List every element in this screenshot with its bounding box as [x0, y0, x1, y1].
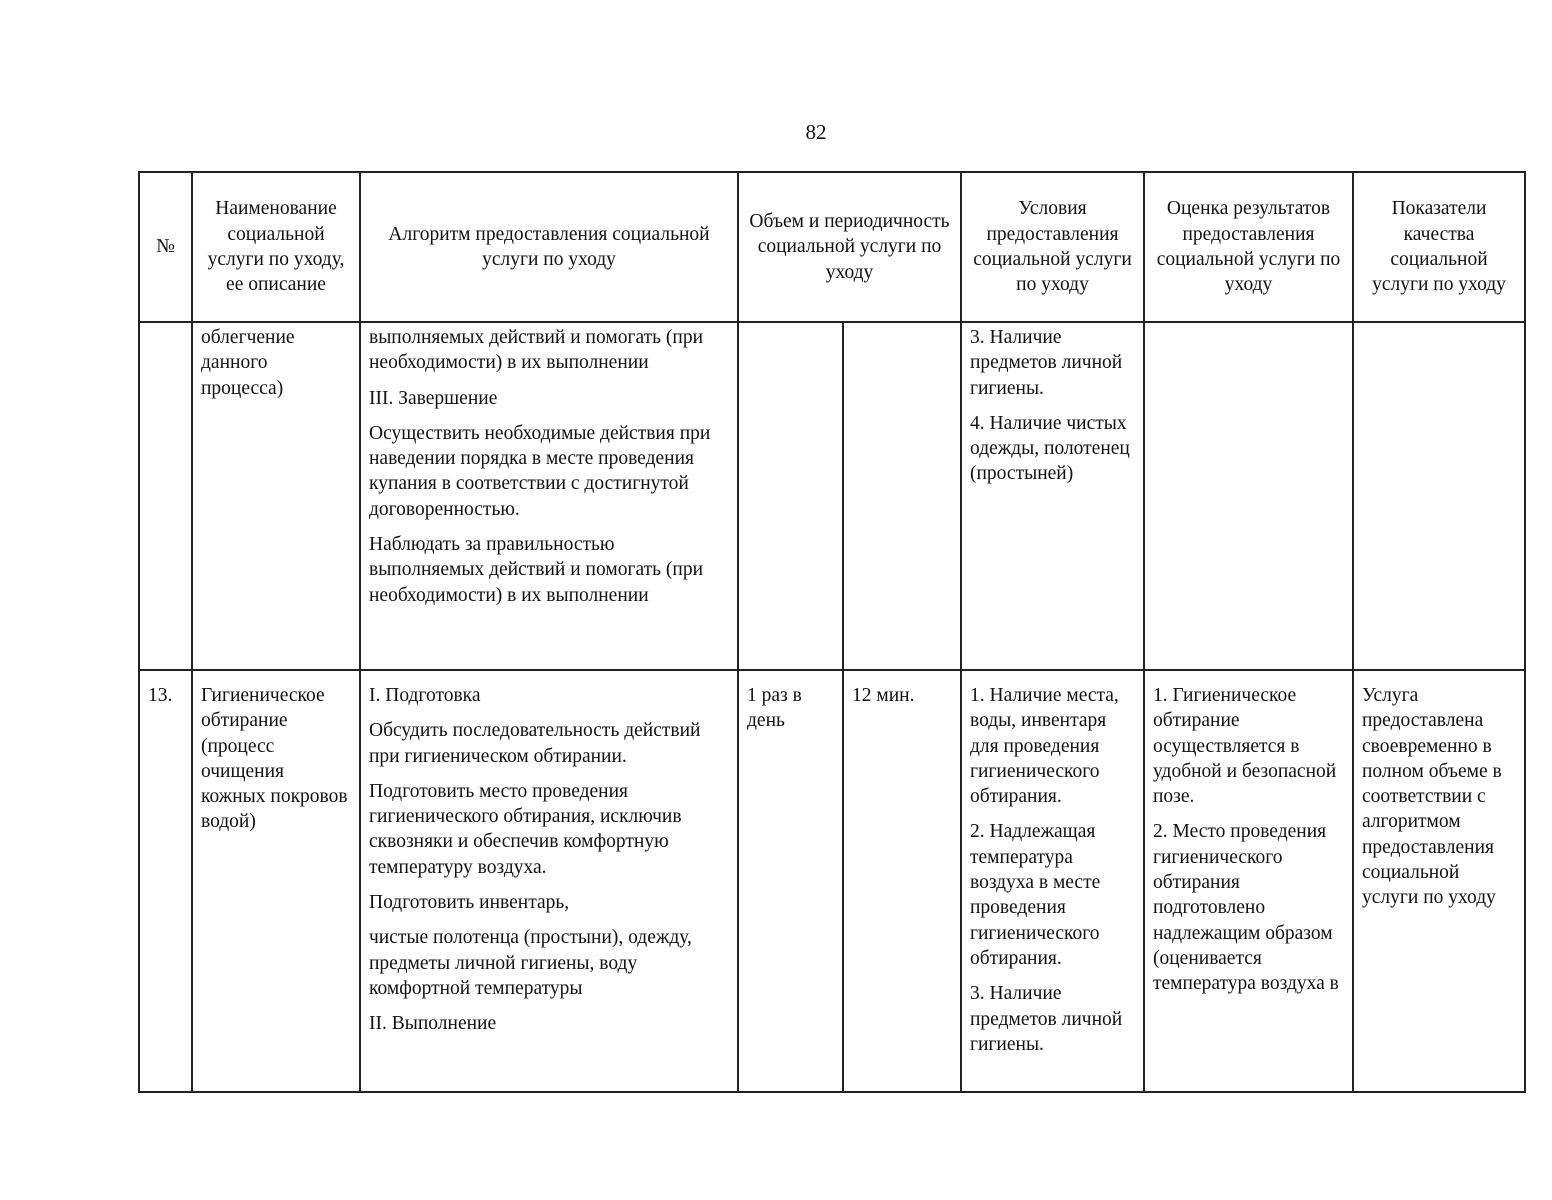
table-row-continued [139, 322, 1525, 670]
cell-algorithm [360, 670, 738, 1092]
algorithm-paragraph: чистые полотенца (простыни), одежду, предметы личной гигиены, воду комфортной температуры [369, 927, 692, 999]
page-number: 82 [805, 120, 827, 144]
services-table [138, 171, 1526, 1093]
cell-conditions [961, 322, 1144, 670]
algorithm-paragraph: Подготовить инвентарь, [369, 892, 570, 914]
cell-period-text: 12 мин. [852, 685, 915, 706]
algorithm-paragraph: Обсудить последовательность действий при гигиеническом обтирании. [369, 720, 701, 767]
cell-volume [738, 670, 843, 1092]
table-row-13 [139, 670, 1525, 1092]
header-service-name: Наименование социальной услуги по уходу, ее описание [192, 172, 360, 322]
conditions-paragraph: 3. Наличие предметов личной гигиены. [970, 983, 1123, 1055]
header-row [139, 172, 1525, 322]
cell-volume [738, 322, 843, 670]
cell-evaluation [1144, 322, 1353, 670]
algorithm-paragraph: I. Подготовка [369, 685, 481, 706]
header-quality: Показатели качества социальной услуги по уходу [1353, 172, 1525, 322]
cell-service-name-text: облегчение данного процесса) [201, 327, 295, 399]
algorithm-paragraph: Наблюдать за правильностью выполняемых действий и помогать (при необходимости) в их выполнении [369, 534, 704, 606]
cell-number [139, 670, 192, 1092]
header-algorithm: Алгоритм предоставления социальной услуги по уходу [360, 172, 738, 322]
conditions-paragraph: 1. Наличие места, воды, инвентаря для проведения гигиенического обтирания. [970, 685, 1119, 808]
conditions-paragraph: 3. Наличие предметов личной гигиены. [970, 327, 1123, 399]
cell-period [843, 322, 961, 670]
cell-conditions [961, 670, 1144, 1092]
algorithm-paragraph: II. Выполнение [369, 1013, 497, 1035]
algorithm-paragraph: Осуществить необходимые действия при наведении порядка в месте проведения купания в соответствии с достигнутой договоренностью. [369, 422, 711, 520]
cell-quality [1353, 322, 1525, 670]
header-conditions: Условия предоставления социальной услуги по уходу [961, 172, 1144, 322]
cell-evaluation [1144, 670, 1353, 1092]
header-evaluation: Оценка результатов предоставления социальной услуги по уходу [1144, 172, 1353, 322]
cell-algorithm [360, 322, 738, 670]
cell-service-name-text: Гигиеническое обтирание (процесс очищения кожных покровов водой) [201, 685, 348, 833]
header-volume-period: Объем и периодичность социальной услуги по уходу [738, 172, 961, 322]
algorithm-paragraph: выполняемых действий и помогать (при необходимости) в их выполнении [369, 327, 704, 374]
cell-service-name [192, 322, 360, 670]
evaluation-paragraph: 1. Гигиеническое обтирание осуществляется в удобной и безопасной позе. [1153, 685, 1337, 808]
cell-number-text: 13. [148, 685, 173, 706]
evaluation-paragraph: 2. Место проведения гигиенического обтирания подготовлено надлежащим образом (оценивается температура воздуха в [1153, 821, 1339, 995]
conditions-paragraph: 2. Надлежащая температура воздуха в месте проведения гигиенического обтирания. [970, 821, 1101, 969]
cell-number [139, 322, 192, 670]
cell-quality [1353, 670, 1525, 1092]
conditions-paragraph: 4. Наличие чистых одежды, полотенец (простыней) [970, 412, 1130, 485]
cell-service-name [192, 670, 360, 1092]
cell-volume-text: 1 раз в день [747, 685, 802, 732]
algorithm-paragraph: III. Завершение [369, 387, 498, 409]
header-number: № [139, 172, 192, 322]
cell-period [843, 670, 961, 1092]
algorithm-paragraph: Подготовить место проведения гигиенического обтирания, исключив сквозняки и обеспечив комфортную температуру воздуха. [369, 780, 682, 878]
cell-quality-text: Услуга предоставлена своевременно в полном объеме в соответствии с алгоритмом предоставления социальной услуги по уходу [1362, 685, 1502, 909]
